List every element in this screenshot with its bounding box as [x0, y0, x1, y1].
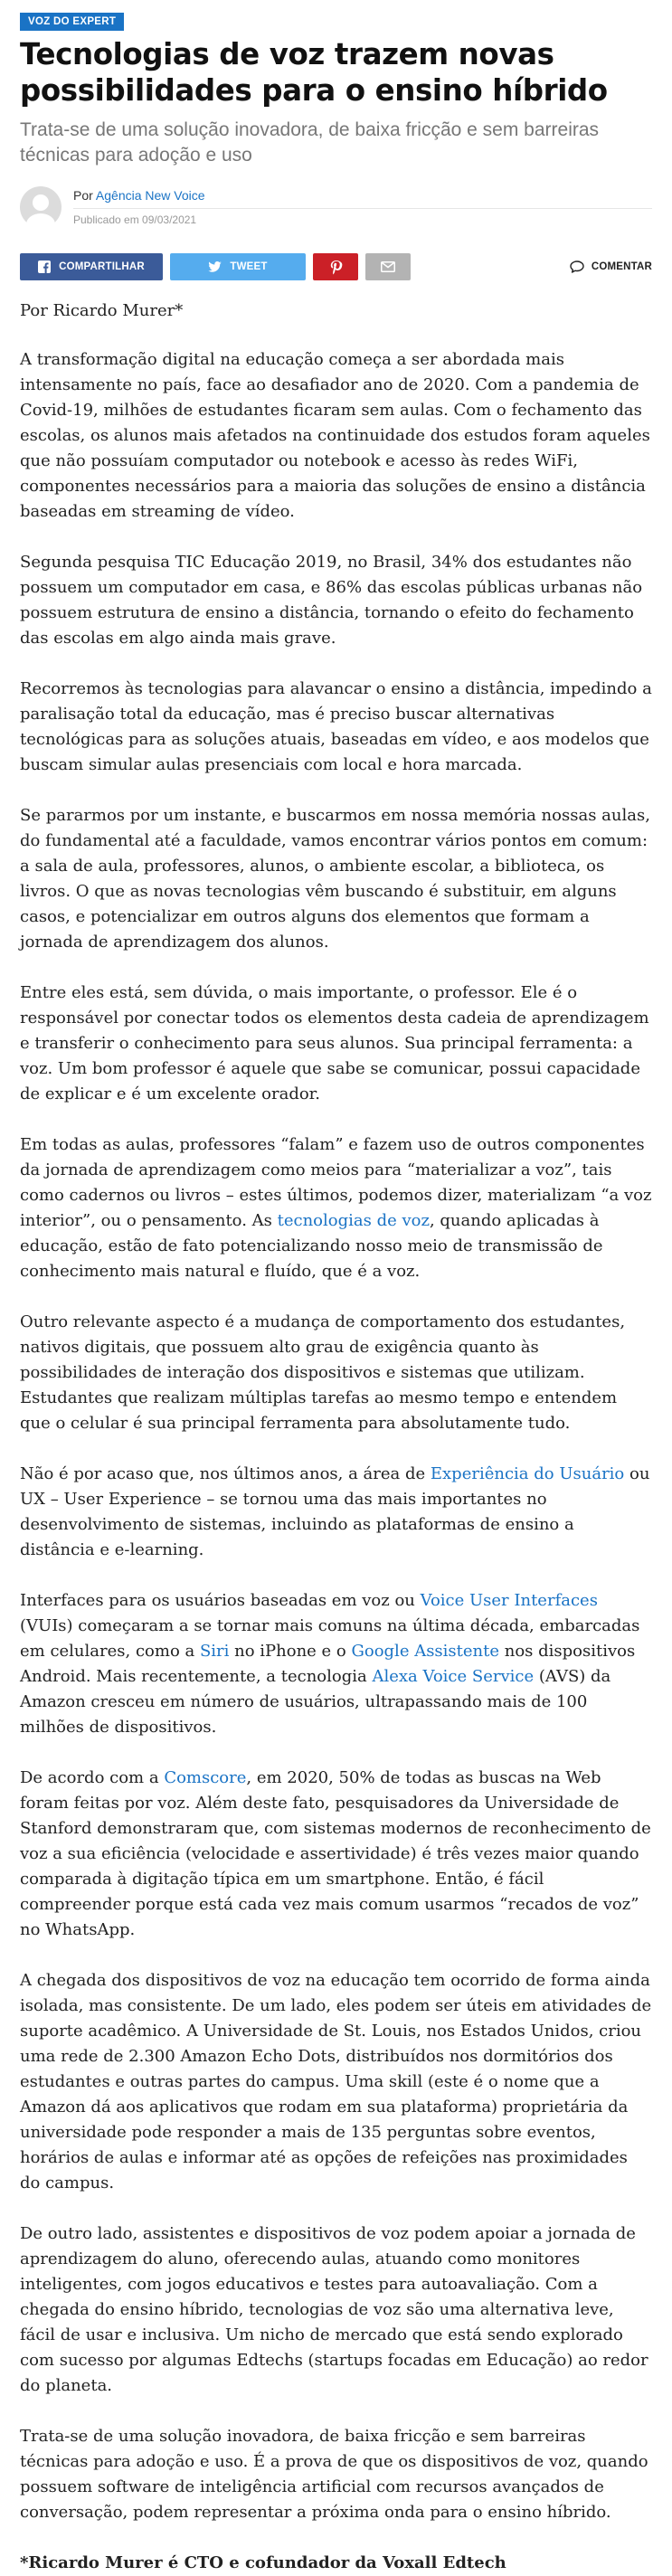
comment-label: COMENTAR [591, 261, 652, 272]
article-byline: Por Ricardo Murer* [20, 301, 184, 320]
paragraph-8-text-b: ou UX – User Experience – se tornou uma das mais importantes no desenvolvimento de sistemas, incluindo as plataformas de ensino a distância e e-learning. [20, 1464, 650, 1559]
user-experience-link[interactable]: Experiência do Usuário [430, 1464, 625, 1483]
author-footnote: *Ricardo Murer é CTO e cofundador da Voxall Edtech [20, 2553, 506, 2572]
paragraph-10-text-a: De acordo com a [20, 1768, 165, 1787]
paragraph-10 [20, 1766, 652, 1943]
envelope-icon [381, 261, 395, 272]
pinterest-icon [330, 260, 342, 274]
voice-user-interfaces-link[interactable]: Voice User Interfaces [420, 1591, 598, 1610]
user-placeholder-icon [20, 186, 62, 228]
facebook-share-label: COMPARTILHAR [59, 261, 145, 272]
paragraph-2: Segunda pesquisa TIC Educação 2019, no Brasil, 34% dos estudantes não possuem um computador em casa, e 86% das escolas públicas urbanas não possuem estrutura de ensino a distância, tornando o efeito do fechamento das escolas em algo ainda mais grave. [20, 553, 643, 648]
email-share-button[interactable] [365, 253, 411, 280]
paragraph-9-text-a: Interfaces para os usuários baseadas em voz ou [20, 1591, 421, 1610]
paragraph-6-text-b: , quando aplicadas à educação, estão de fato potencializando nosso meio de transmissão de conhecimento mais natural e fluído, que é a voz. [20, 1211, 603, 1281]
voice-technologies-link[interactable]: tecnologias de voz [277, 1211, 430, 1230]
article-title: Tecnologias de voz trazem novas possibilidades para o ensino híbrido [20, 37, 608, 108]
paragraph-12: De outro lado, assistentes e dispositivos de voz podem apoiar a jornada de aprendizagem do aluno, oferecendo aulas, atuando como monitores inteligentes, com jogos educativos e testes para autoavaliação. Com a chegada do ensino híbrido, tecnologias de voz são uma alternativa leve, fácil de usar e inclusiva. Um nicho de mercado que está sendo explorado com sucesso por algumas Edtechs (startups focadas em Educação) ao redor do planeta. [20, 2224, 648, 2395]
author-meta [73, 186, 652, 228]
paragraph-1: A transformação digital na educação começa a ser abordada mais intensamente no país, face ao desafiador ano de 2020. Com a pandemia de Covid-19, milhões de estudantes ficaram sem aulas. Com o fechamento das escolas, os alunos mais afetados na continuidade dos estudos foram aqueles que não possuíam computador ou notebook e acesso às redes WiFi, componentes necessários para a maioria das soluções de ensino a distância baseadas em streaming de vídeo. [20, 350, 650, 521]
siri-link[interactable]: Siri [199, 1642, 230, 1661]
comscore-link[interactable]: Comscore [164, 1768, 247, 1787]
paragraph-8-text-a: Não é por acaso que, nos últimos anos, a área de [20, 1464, 431, 1483]
facebook-icon [38, 260, 51, 273]
paragraph-11: A chegada dos dispositivos de voz na educação tem ocorrido de forma ainda isolada, mas consistente. De um lado, eles podem ser úteis em atividades de suporte acadêmico. A Universidade de St. Louis, nos Estados Unidos, criou uma rede de 2.300 Amazon Echo Dots, distribuídos nos dormitórios dos estudantes e outras partes do campus. Uma skill (este é o nome que a Amazon dá aos aplicativos que rodam em sua plataforma) proprietária da universidade pode responder a mais de 135 perguntas sobre eventos, horários de aulas e informar até as opções de refeições nas proximidades do campus. [20, 1971, 652, 2192]
google-assistant-link[interactable]: Google Assistente [351, 1642, 500, 1661]
author-link[interactable]: Agência New Voice [95, 188, 205, 203]
category-badge[interactable]: VOZ DO EXPERT [20, 13, 124, 31]
paragraph-9-text-e: (AVS) da Amazon cresceu em número de usuários, ultrapassando mais de 100 milhões de dispositivos. [20, 1667, 611, 1737]
paragraph-9-text-d: nos dispositivos Android. Mais recentemente, a tecnologia [20, 1642, 636, 1686]
paragraph-7: Outro relevante aspecto é a mudança de comportamento dos estudantes, nativos digitais, que possuem alto grau de exigência quanto às possibilidades de interação dos dispositivos e sistemas que utilizam. Estudantes que realizam múltiplas tarefas ao mesmo tempo e entendem que o celular é sua principal ferramenta para absolutamente tudo. [20, 1312, 626, 1433]
paragraph-9 [20, 1588, 652, 1740]
alexa-voice-service-link[interactable]: Alexa Voice Service [372, 1667, 535, 1686]
author-prefix: Por [73, 188, 96, 203]
speech-bubble-icon [570, 260, 584, 273]
paragraph-9-text-c: no iPhone e o [229, 1642, 352, 1661]
publish-date: Publicado em 09/03/2021 [73, 213, 197, 226]
author-block [20, 185, 652, 230]
twitter-bird-icon [208, 261, 222, 272]
facebook-share-button[interactable] [20, 253, 163, 280]
twitter-share-button[interactable] [170, 253, 306, 280]
article-body [20, 298, 652, 2576]
paragraph-9-text-b: (VUIs) começaram a se tornar mais comuns na última década, embarcadas em celulares, como a [20, 1616, 640, 1661]
paragraph-8 [20, 1462, 652, 1563]
paragraph-6-text-a: Em todas as aulas, professores “falam” e fazem uso de outros componentes da jornada de aprendizagem como meios para “materializar a voz”, tais como cadernos ou livros – estes últimos, podemos dizer, materializam “a voz interior”, ou o pensamento. As [20, 1135, 652, 1230]
twitter-share-label: TWEET [230, 261, 268, 272]
paragraph-3: Recorremos às tecnologias para alavancar o ensino a distância, impedindo a paralisação total da educação, mas é preciso buscar alternativas tecnológicas para as soluções atuais, baseadas em vídeo, e aos modelos que buscam simular aulas presenciais com local e hora marcada. [20, 679, 652, 774]
pinterest-share-button[interactable] [313, 253, 358, 280]
article-subtitle: Trata-se de uma solução inovadora, de baixa fricção e sem barreiras técnicas para adoção e uso [20, 119, 600, 166]
comment-button[interactable] [570, 260, 652, 273]
paragraph-5: Entre eles está, sem dúvida, o mais importante, o professor. Ele é o responsável por conectar todos os elementos desta cadeia de aprendizagem e transferir o conhecimento para seus alunos. Sua principal ferramenta: a voz. Um bom professor é aquele que sabe se comunicar, possui capacidade de explicar e é um excelente orador. [20, 983, 649, 1103]
paragraph-13: Trata-se de uma solução inovadora, de baixa fricção e sem barreiras técnicas para adoção e uso. É a prova de que os dispositivos de voz, quando possuem software de inteligência artificial com recursos avançados de conversação, podem representar a próxima onda para o ensino híbrido. [20, 2427, 648, 2522]
paragraph-10-text-b: , em 2020, 50% de todas as buscas na Web foram feitas por voz. Além deste fato, pesquisadores da Universidade de Stanford demonstraram que, com sistemas modernos de reconhecimento de voz a sua eficiência (velocidade e assertividade) é três vezes maior quando comparada à digitação típica em um smartphone. Então, é fácil compreender porque está cada vez mais comum usarmos “recados de voz” no WhatsApp. [20, 1768, 651, 1939]
paragraph-6 [20, 1132, 652, 1284]
paragraph-4: Se pararmos por um instante, e buscarmos em nossa memória nossas aulas, do fundamental até a faculdade, vamos encontrar vários pontos em comum: a sala de aula, professores, alunos, o ambiente escolar, a biblioteca, os livros. O que as novas tecnologias vêm buscando é substituir, em alguns casos, e potencializar em outros alguns dos elementos que formam a jornada de aprendizagem dos alunos. [20, 806, 650, 952]
author-line [73, 186, 652, 209]
share-bar [20, 253, 652, 280]
